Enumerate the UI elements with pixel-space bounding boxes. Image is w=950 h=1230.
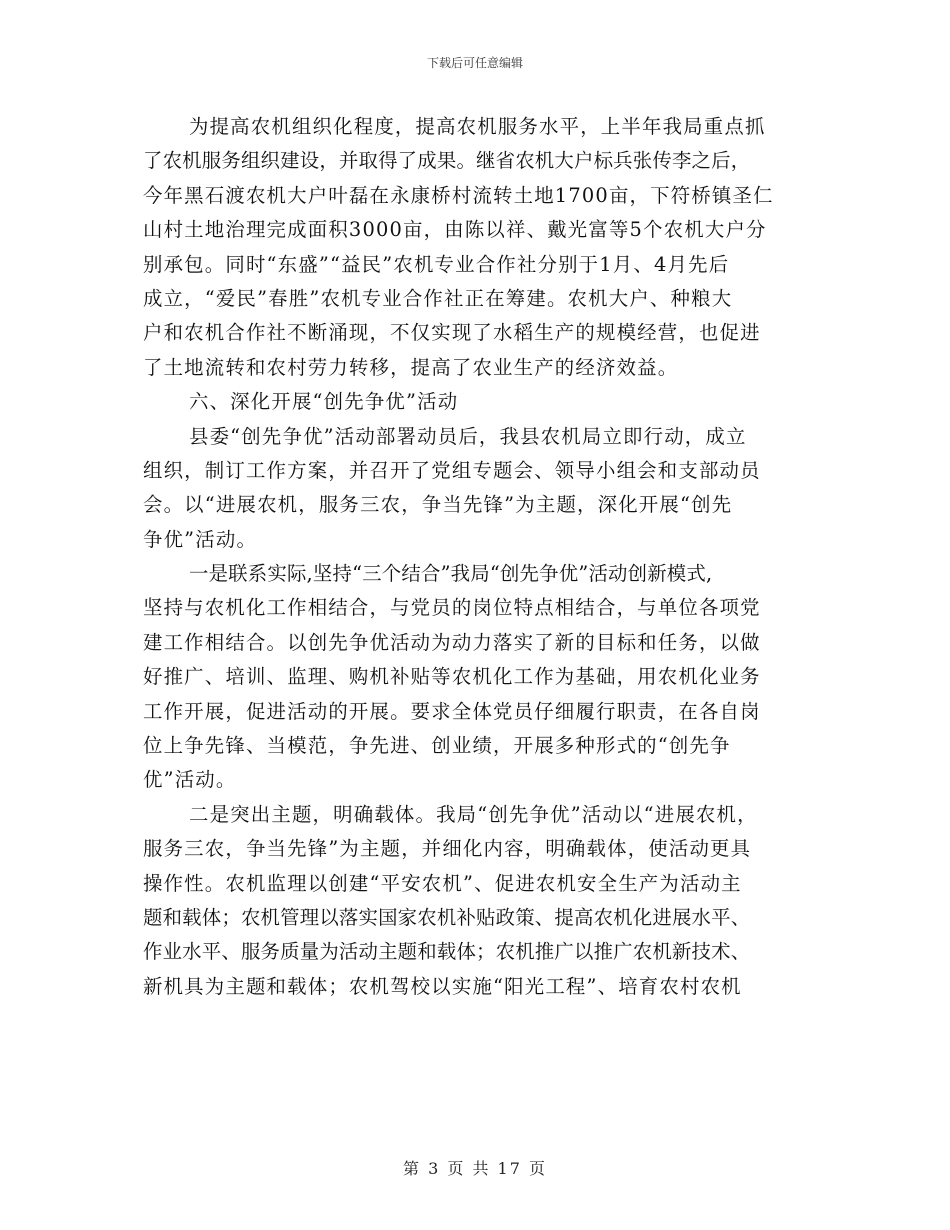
section-heading: 六、深化开展“创先争优”活动 xyxy=(189,390,459,414)
paragraph-line: 山村土地治理完成面积3000亩，由陈以祥、戴光富等5个农机大户分 xyxy=(143,218,767,242)
paragraph-line: 好推广、培训、监理、购机补贴等农机化工作为基础，用农机化业务 xyxy=(143,665,761,689)
paragraph-line: 为提高农机组织化程度，提高农机服务水平，上半年我局重点抓 xyxy=(189,115,766,138)
paragraph-line: 题和载体；农机管理以落实国家农机补贴政策、提高农机化进展水平、 xyxy=(143,905,751,929)
paragraph-line: 工作开展，促进活动的开展。要求全体党员仔细履行职责，在各自岗 xyxy=(143,699,761,723)
paragraph-line: 坚持与农机化工作相结合，与党员的岗位特点相结合，与单位各项党 xyxy=(143,596,761,620)
paragraph-line: 了土地流转和农村劳力转移，提高了农业生产的经济效益。 xyxy=(143,355,679,379)
paragraph-line: 争优”活动。 xyxy=(143,527,258,551)
paragraph-line: 新机具为主题和载体；农机驾校以实施“阳光工程”、培育农村农机 xyxy=(143,974,742,998)
paragraph-line: 户和农机合作社不断涌现，不仅实现了水稻生产的规模经营，也促进 xyxy=(143,321,761,345)
paragraph-line: 一是联系实际,坚持“三个结合”我局“创先争优”活动创新模式, xyxy=(189,562,713,586)
paragraph-line: 了农机服务组织建设，并取得了成果。继省农机大户标兵张传李之后， xyxy=(143,149,751,173)
paragraph-line: 位上争先锋、当模范，争先进、创业绩，开展多种形式的“创先争 xyxy=(143,734,731,758)
document-body xyxy=(143,110,813,1004)
paragraph-line: 今年黑石渡农机大户叶磊在永康桥村流转土地1700亩，下符桥镇圣仁 xyxy=(143,183,774,207)
page-header-note: 下载后可任意编辑 xyxy=(426,56,523,70)
paragraph-line: 服务三农，争当先锋”为主题，并细化内容，明确载体，使活动更具 xyxy=(143,837,752,861)
paragraph-line: 二是突出主题，明确载体。我局“创先争优”活动以“进展农机， xyxy=(189,802,758,826)
paragraph-line: 别承包。同时“东盛”“益民”农机专业合作社分别于1月、4月先后 xyxy=(143,252,730,276)
paragraph-line: 操作性。农机监理以创建“平安农机”、促进农机安全生产为活动主 xyxy=(143,871,742,895)
paragraph-line: 优”活动。 xyxy=(143,768,237,792)
paragraph-line: 成立，“爱民”春胜”农机专业合作社正在筹建。农机大户、种粮大 xyxy=(143,286,733,310)
paragraph-line: 县委“创先争优”活动部署动员后，我县农机局立即行动，成立 xyxy=(189,424,747,448)
paragraph-line: 组织，制订工作方案，并召开了党组专题会、领导小组会和支部动员 xyxy=(143,458,761,482)
paragraph-line: 会。以“进展农机，服务三农，争当先锋”为主题，深化开展“创先 xyxy=(143,493,733,517)
page-number-footer: 第 3 页 共 17 页 xyxy=(403,1159,547,1178)
paragraph-line: 作业水平、服务质量为活动主题和载体；农机推广以推广农机新技术、 xyxy=(143,940,751,964)
paragraph-line: 建工作相结合。以创先争优活动为动力落实了新的目标和任务，以做 xyxy=(143,630,761,654)
